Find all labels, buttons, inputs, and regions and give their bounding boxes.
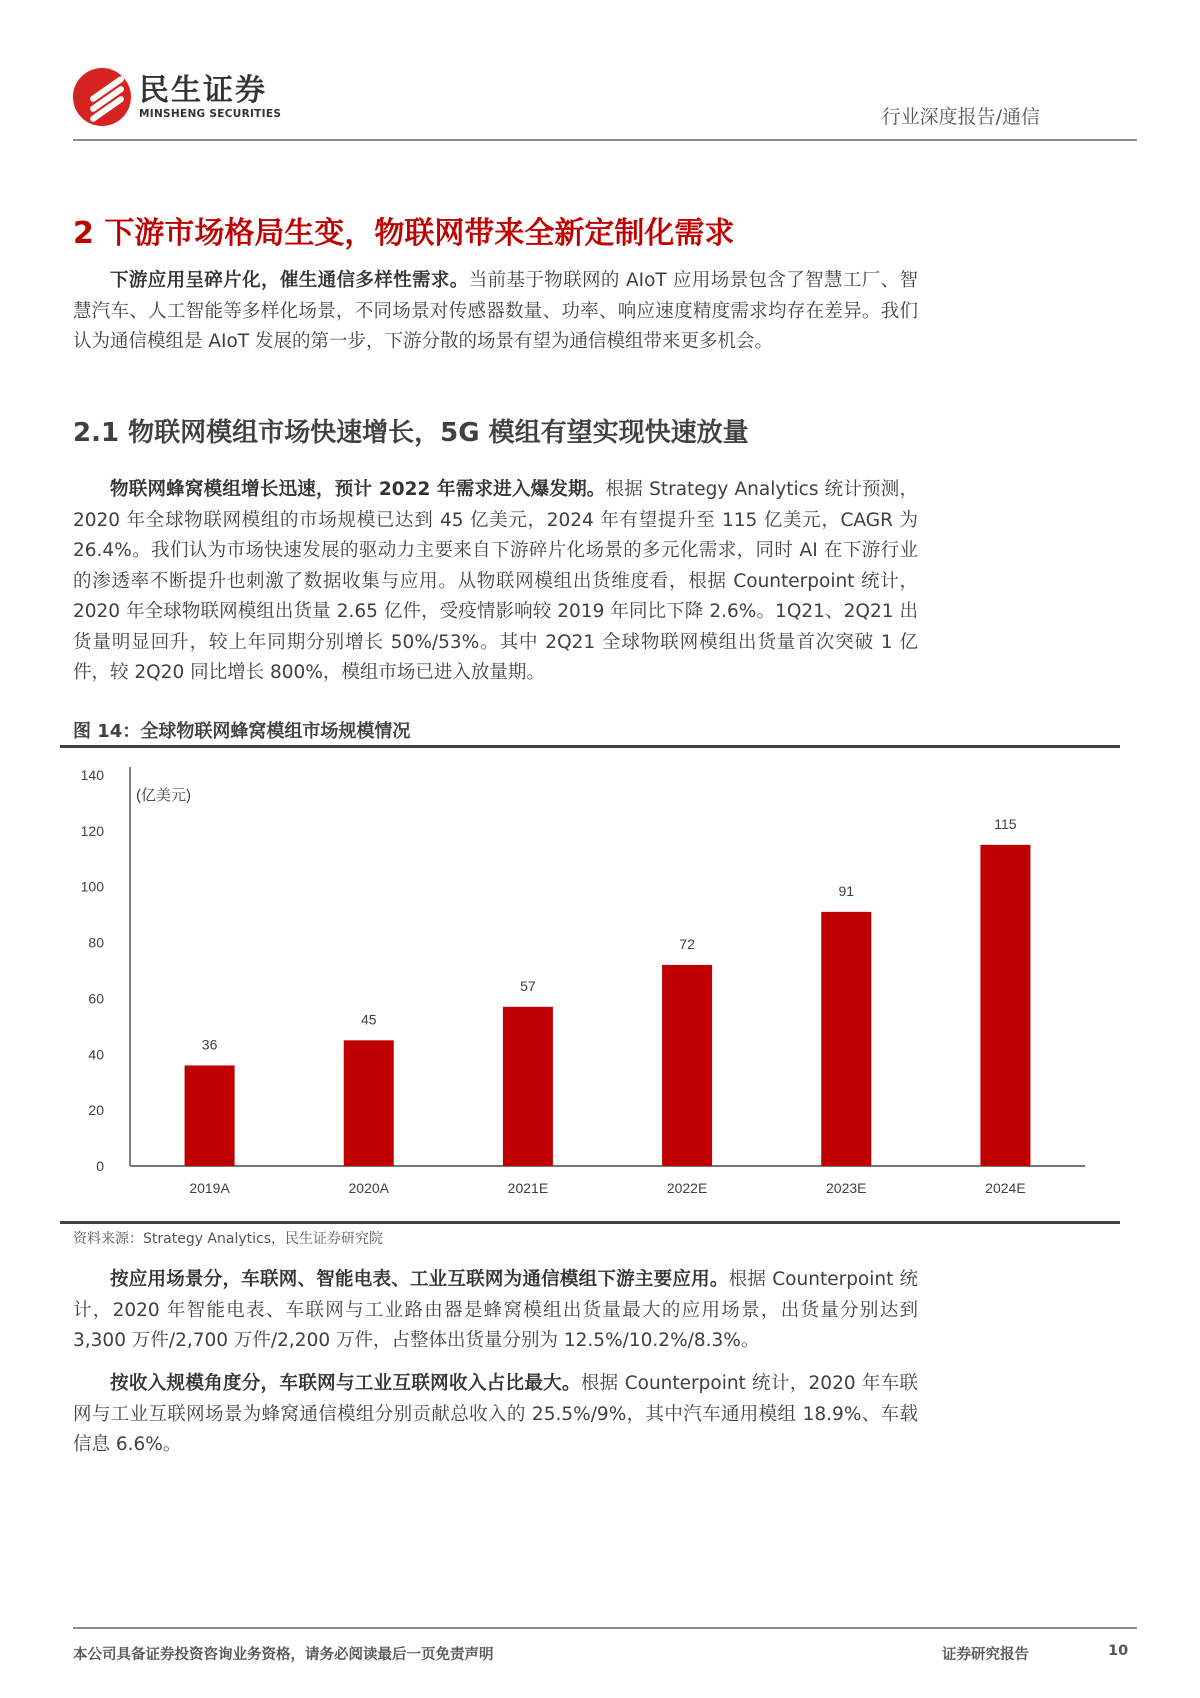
logo-mark-icon bbox=[73, 68, 131, 126]
bar-2023E bbox=[821, 912, 871, 1166]
x-tick-label: 2023E bbox=[826, 1180, 867, 1196]
paragraph-3-body: 根据 Counterpoint 统计，2020 年智能电表、车联网与工业路由器是蜂窝模组出货量最大的应用场景，出货量分别达到 3,300 万件/2,700 万件/2,200 万件，占整体出货量分别为 12.5%/10.2%/8.3%。 bbox=[73, 1269, 918, 1351]
paragraph-1-lead: 下游应用呈碎片化，催生通信多样性需求。 bbox=[110, 270, 469, 291]
data-label: 72 bbox=[679, 935, 695, 952]
paragraph-3-lead: 按应用场景分，车联网、智能电表、工业互联网为通信模组下游主要应用。 bbox=[110, 1269, 729, 1290]
logo-cn: 民生证券 bbox=[139, 73, 267, 108]
section-heading: 2 下游市场格局生变，物联网带来全新定制化需求 bbox=[73, 216, 735, 251]
report-category: 行业深度报告/通信 bbox=[881, 106, 1040, 128]
paragraph-2-lead: 物联网蜂窝模组增长迅速，预计 2022 年需求进入爆发期。 bbox=[110, 479, 606, 500]
figure-source: 资料来源：Strategy Analytics，民生证券研究院 bbox=[73, 1231, 384, 1247]
page-number: 10 bbox=[1108, 1643, 1129, 1659]
company-logo bbox=[73, 68, 281, 126]
paragraph-4-lead: 按收入规模角度分，车联网与工业互联网收入占比最大。 bbox=[110, 1373, 581, 1394]
paragraph-2-body: 根据 Strategy Analytics 统计预测，2020 年全球物联网模组的市场规模已达到 45 亿美元，2024 年有望提升至 115 亿美元，CAGR 为 26.4%。我们认为市场快速发展的驱动力主要来自下游碎片化场景的多元化需求，同时 AI 在下游行业的渗透率不断提升也刺激了数据收集与应用。从物联网模组出货维度看，根据 Counterpoint 统计，2020 年全球物联网模组出货量 2.65 亿件，受疫情影响较 2019 年同比下降 2.6%。1Q21、2Q21 出货量明显回升，较上年同期分别增长 50%/53%。其中 2Q21 全球物联网模组出货量首次突破 1 亿件，较 2Q20 同比增长 800%，模组市场已进入放量期。 bbox=[73, 479, 919, 683]
y-tick-label: 40 bbox=[88, 1046, 104, 1063]
header-divider bbox=[73, 139, 1137, 141]
figure-bottom-rule bbox=[60, 1221, 1120, 1224]
paragraph-1-body: 当前基于物联网的 AIoT 应用场景包含了智慧工厂、智慧汽车、人工智能等多样化场景，不同场景对传感器数量、功率、响应速度精度需求均存在差异。我们认为通信模组是 AIoT 发展的第一步，下游分散的场景有望为通信模组带来更多机会。 bbox=[73, 270, 918, 352]
x-tick-label: 2022E bbox=[666, 1180, 708, 1196]
footer-label: 证券研究报告 bbox=[942, 1647, 1029, 1663]
x-tick-label: 2020A bbox=[348, 1180, 389, 1196]
figure-top-rule bbox=[60, 745, 1120, 748]
y-tick-label: 0 bbox=[96, 1158, 104, 1174]
footer-disclaimer: 本公司具备证券投资咨询业务资格，请务必阅读最后一页免责声明 bbox=[73, 1647, 494, 1663]
subsection-heading: 2.1 物联网模组市场快速增长，5G 模组有望实现快速放量 bbox=[73, 418, 749, 448]
bar-chart bbox=[60, 750, 1120, 1220]
y-tick-label: 60 bbox=[88, 990, 104, 1007]
y-tick-label: 80 bbox=[88, 934, 104, 951]
paragraph-3 bbox=[73, 1265, 918, 1357]
data-label: 91 bbox=[838, 882, 855, 899]
paragraph-4 bbox=[73, 1369, 918, 1461]
x-tick-label: 2019A bbox=[189, 1180, 230, 1196]
y-tick-label: 20 bbox=[88, 1102, 104, 1119]
figure-title: 图 14：全球物联网蜂窝模组市场规模情况 bbox=[73, 721, 411, 742]
y-tick-label: 140 bbox=[80, 767, 104, 783]
data-label: 57 bbox=[520, 977, 536, 994]
data-label: 45 bbox=[360, 1011, 377, 1028]
y-tick-label: 120 bbox=[80, 822, 104, 839]
logo-en: MINSHENG SECURITIES bbox=[139, 108, 282, 120]
footer-divider bbox=[73, 1627, 1137, 1629]
data-label: 36 bbox=[201, 1036, 218, 1053]
y-tick-label: 100 bbox=[80, 878, 104, 895]
bar-2019A bbox=[185, 1065, 235, 1166]
paragraph-1 bbox=[73, 266, 918, 358]
bar-2022E bbox=[662, 965, 712, 1166]
y-axis-unit: (亿美元) bbox=[136, 787, 191, 804]
bar-2021E bbox=[503, 1007, 553, 1166]
x-tick-label: 2024E bbox=[985, 1180, 1026, 1196]
paragraph-4-body: 根据 Counterpoint 统计，2020 年车联网与工业互联网场景为蜂窝通信模组分别贡献总收入的 25.5%/9%，其中汽车通用模组 18.9%、车载信息 6.6%。 bbox=[73, 1373, 918, 1455]
bar-2024E bbox=[980, 845, 1030, 1166]
bar-2020A bbox=[344, 1040, 394, 1166]
x-tick-label: 2021E bbox=[507, 1180, 549, 1196]
data-label: 115 bbox=[994, 815, 1017, 832]
paragraph-2 bbox=[73, 475, 918, 689]
